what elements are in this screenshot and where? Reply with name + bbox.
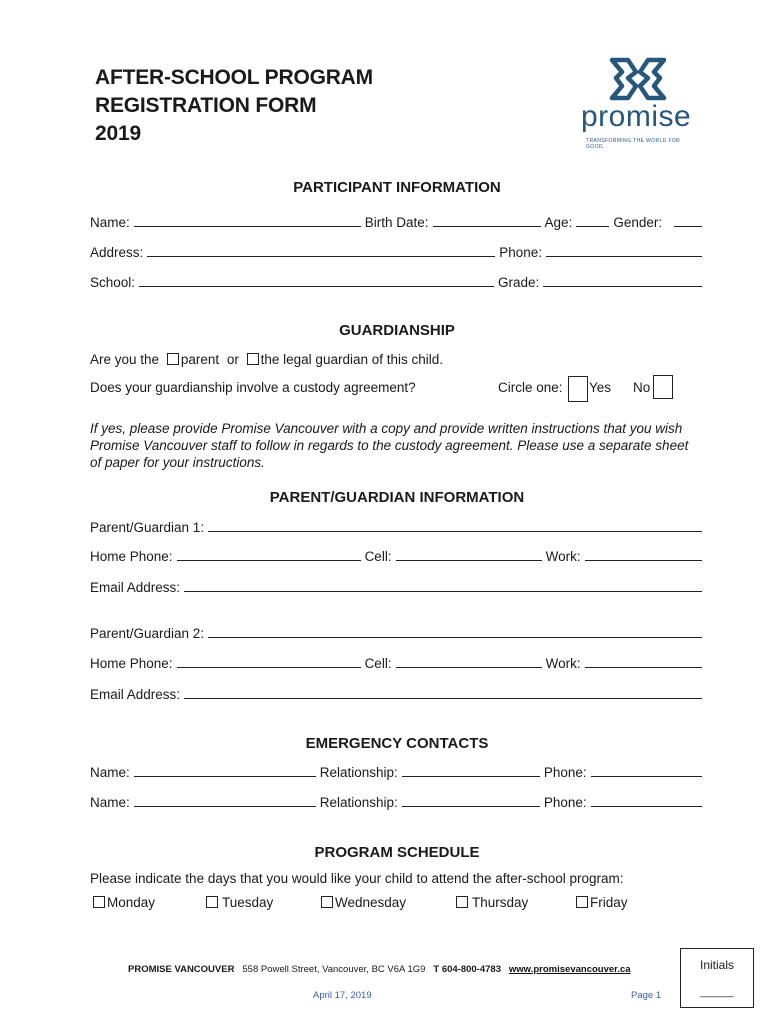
school-field[interactable] — [139, 285, 494, 287]
no-box[interactable] — [653, 375, 673, 399]
form-title — [95, 64, 373, 148]
gender-field[interactable] — [674, 225, 702, 227]
title-line-1: AFTER-SCHOOL PROGRAM — [95, 66, 373, 89]
day-friday[interactable] — [576, 895, 628, 910]
emergency-name-label-1: Name: — [90, 765, 130, 780]
guardian2-label: Parent/Guardian 2: — [90, 626, 205, 641]
footer-address: 558 Powell Street, Vancouver, BC V6A 1G9 — [242, 964, 426, 975]
emergency-name-field-1[interactable] — [134, 775, 316, 777]
initials-label: Initials — [699, 958, 734, 972]
butterfly-icon — [608, 56, 668, 102]
cell-label-1: Cell: — [364, 549, 392, 564]
participant-heading: PARTICIPANT INFORMATION — [293, 179, 501, 196]
guardian2-field[interactable] — [208, 636, 702, 638]
relationship-field-1[interactable] — [402, 775, 540, 777]
q1-guardian-label: the legal guardian of this child. — [260, 352, 444, 367]
monday-label: Monday — [107, 895, 156, 910]
emergency-phone-field-2[interactable] — [591, 805, 702, 807]
parent-checkbox[interactable] — [167, 353, 179, 365]
schedule-heading: PROGRAM SCHEDULE — [314, 844, 480, 861]
relationship-field-2[interactable] — [402, 805, 540, 807]
thursday-label: Thursday — [472, 895, 529, 910]
relationship-label-2: Relationship: — [319, 795, 398, 810]
q1-or: or — [226, 352, 239, 367]
work-label-2: Work: — [545, 656, 581, 671]
name-label: Name: — [90, 215, 130, 230]
day-thursday[interactable] — [456, 895, 528, 910]
email-field-2[interactable] — [184, 697, 702, 699]
cell-field-1[interactable] — [396, 559, 542, 561]
school-label: School: — [90, 275, 136, 290]
tuesday-label: Tuesday — [222, 895, 274, 910]
name-field[interactable] — [134, 225, 361, 227]
cell-field-2[interactable] — [396, 666, 542, 668]
custody-instructions — [90, 420, 705, 471]
grade-label: Grade: — [498, 275, 540, 290]
day-tuesday[interactable] — [206, 895, 273, 910]
participant-row-1 — [90, 210, 702, 230]
footer-phone: T 604-800-4783 — [433, 964, 501, 975]
logo-tagline: TRANSFORMING THE WORLD FOR GOOD. — [586, 138, 681, 150]
birth-date-field[interactable] — [433, 225, 541, 227]
phone-label: Phone: — [499, 245, 543, 260]
parent-info-heading: PARENT/GUARDIAN INFORMATION — [269, 489, 525, 506]
day-monday[interactable] — [93, 895, 155, 910]
guardian-checkbox[interactable] — [247, 353, 259, 365]
email-field-1[interactable] — [184, 590, 702, 592]
instructions-line-2: Promise Vancouver staff to follow in regards to the custody agreement. Please use a separate sheet — [90, 438, 689, 453]
guardian1-field[interactable] — [208, 530, 702, 532]
age-field[interactable] — [576, 225, 609, 227]
gender-label: Gender: — [613, 215, 663, 230]
emergency-row-1 — [90, 760, 702, 780]
phone-field[interactable] — [546, 255, 702, 257]
footer-website-link[interactable]: www.promisevancouver.ca — [508, 964, 631, 975]
emergency-heading: EMERGENCY CONTACTS — [305, 735, 489, 752]
emergency-phone-label-1: Phone: — [543, 765, 587, 780]
home-phone-field-1[interactable] — [177, 559, 361, 561]
circle-one-label: Circle one: — [498, 380, 563, 395]
emergency-phone-label-2: Phone: — [543, 795, 587, 810]
title-line-3: 2019 — [95, 122, 141, 145]
email-label-1: Email Address: — [90, 580, 181, 595]
friday-checkbox[interactable] — [576, 896, 588, 908]
footer-page: Page 1 — [631, 990, 662, 1001]
footer-contact — [128, 964, 631, 975]
address-field[interactable] — [147, 255, 495, 257]
cell-label-2: Cell: — [364, 656, 392, 671]
relationship-label-1: Relationship: — [319, 765, 398, 780]
monday-checkbox[interactable] — [93, 896, 105, 908]
initials-box[interactable] — [680, 948, 754, 1008]
guardianship-heading: GUARDIANSHIP — [339, 322, 455, 339]
age-label: Age: — [544, 215, 573, 230]
home-phone-label-1: Home Phone: — [90, 549, 173, 564]
logo-wordmark: promise — [581, 100, 692, 133]
wednesday-label: Wednesday — [335, 895, 407, 910]
guardian1-phones-row — [90, 544, 702, 564]
schedule-prompt: Please indicate the days that you would like your child to attend the after-school program: — [90, 871, 624, 886]
home-phone-field-2[interactable] — [177, 666, 361, 668]
day-wednesday[interactable] — [321, 895, 406, 910]
guardian2-email-row — [90, 682, 702, 702]
tuesday-checkbox[interactable] — [206, 896, 218, 908]
work-field-1[interactable] — [585, 559, 702, 561]
birth-date-label: Birth Date: — [364, 215, 429, 230]
guardianship-question-2: Does your guardianship involve a custody agreement? — [90, 380, 416, 395]
footer-date: April 17, 2019 — [313, 990, 372, 1001]
friday-label: Friday — [590, 895, 628, 910]
yes-box[interactable] — [568, 376, 588, 402]
yes-label: Yes — [589, 380, 612, 395]
guardian1-row — [90, 515, 702, 535]
guardian2-phones-row — [90, 651, 702, 671]
promise-logo — [578, 56, 698, 150]
initials-blank: ______ — [700, 987, 734, 998]
emergency-row-2 — [90, 790, 702, 810]
guardian2-row — [90, 621, 702, 641]
title-line-2: REGISTRATION FORM — [95, 94, 317, 117]
email-label-2: Email Address: — [90, 687, 181, 702]
work-field-2[interactable] — [585, 666, 702, 668]
participant-row-3 — [90, 270, 702, 290]
grade-field[interactable] — [543, 285, 702, 287]
q1-prefix: Are you the — [90, 352, 160, 367]
guardian1-email-row — [90, 575, 702, 595]
instructions-line-3: of paper for your instructions. — [90, 455, 265, 470]
emergency-name-label-2: Name: — [90, 795, 130, 810]
emergency-name-field-2[interactable] — [134, 805, 316, 807]
address-label: Address: — [90, 245, 144, 260]
work-label-1: Work: — [545, 549, 581, 564]
guardianship-question-1 — [90, 352, 443, 367]
home-phone-label-2: Home Phone: — [90, 656, 173, 671]
emergency-phone-field-1[interactable] — [591, 775, 702, 777]
q1-parent-label: parent — [180, 352, 220, 367]
participant-row-2 — [90, 240, 702, 260]
footer-org: PROMISE VANCOUVER — [128, 964, 235, 975]
instructions-line-1: If yes, please provide Promise Vancouver with a copy and provide written instructions that you wish — [90, 421, 683, 436]
wednesday-checkbox[interactable] — [321, 896, 333, 908]
guardian1-label: Parent/Guardian 1: — [90, 520, 205, 535]
no-label: No — [633, 380, 651, 395]
thursday-checkbox[interactable] — [456, 896, 468, 908]
